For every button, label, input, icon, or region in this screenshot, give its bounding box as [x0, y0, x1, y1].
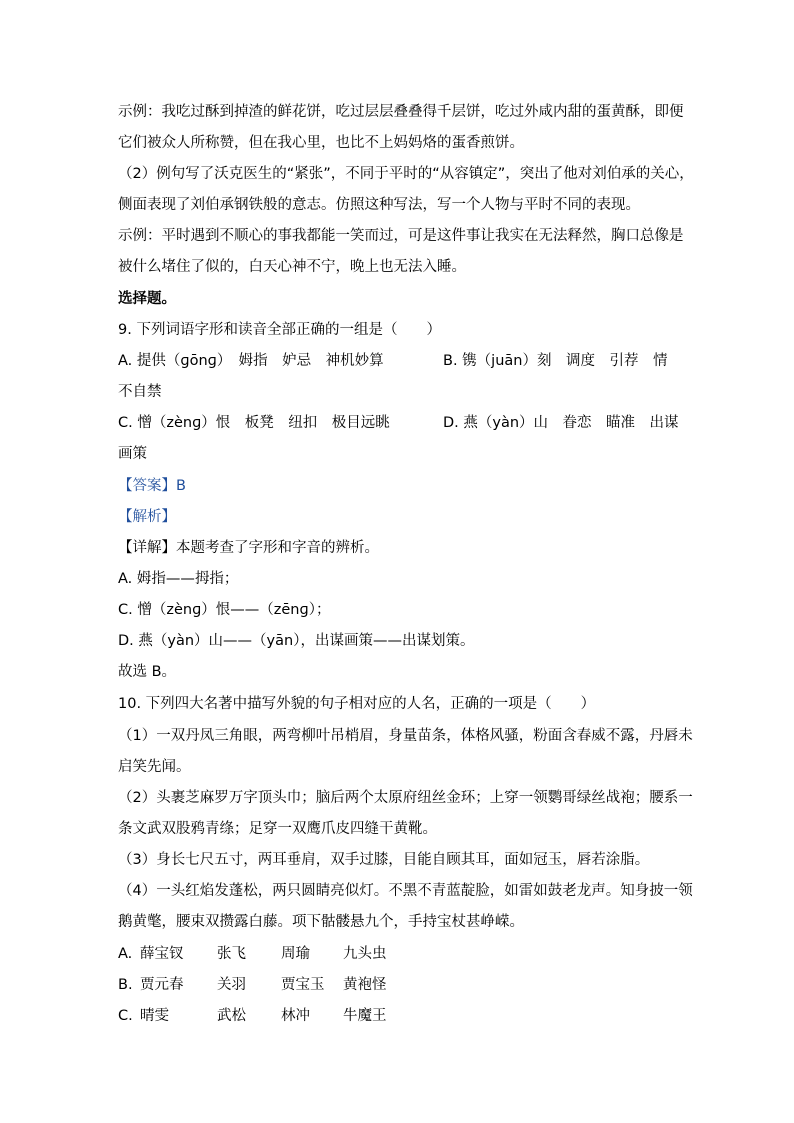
- option-name: 贾宝玉: [281, 977, 325, 993]
- passage-line: （1）一双丹凤三角眼，两弯柳叶吊梢眉，身量苗条，体格风骚，粉面含春威不露，丹唇未: [118, 728, 693, 744]
- analysis-label: 【解析】: [118, 509, 176, 525]
- answer-label: 【答案】B: [118, 478, 186, 494]
- option-b-continued: 不自禁: [118, 384, 162, 400]
- option-d-continued: 画策: [118, 446, 147, 462]
- example-text-line: 示例：我吃过酥到掉渣的鲜花饼，吃过层层叠叠得千层饼，吃过外咸内甜的蛋黄酥，即便: [118, 104, 684, 120]
- example-text-line: 示例：平时遇到不顺心的事我都能一笑而过，可是这件事让我实在无法释然，胸口总像是: [118, 228, 684, 244]
- option-name: 张飞: [217, 946, 246, 962]
- section-title: 选择题。: [118, 291, 176, 307]
- passage-line: （4）一头红焰发蓬松，两只圆睛亮似灯。不黑不青蓝靛脸，如雷如鼓老龙声。知身披一领: [118, 883, 693, 899]
- passage-line: 条文武双股鸦青绦；足穿一双鹰爪皮四缝干黄靴。: [118, 821, 437, 837]
- option-label: C.: [118, 1008, 133, 1024]
- option-name: 武松: [217, 1008, 246, 1024]
- passage-line: 启笑先闻。: [118, 759, 191, 775]
- option-name: 薛宝钗: [140, 946, 184, 962]
- option-name: 贾元春: [140, 977, 184, 993]
- option-name: 关羽: [217, 977, 246, 993]
- question-text-line: 侧面表现了刘伯承钢铁般的意志。仿照这种写法，写一个人物与平时不同的表现。: [118, 197, 640, 213]
- option-a: A. 提供（ɡōnɡ） 姆指 妒忌 神机妙算: [118, 353, 384, 369]
- passage-line: （3）身长七尺五寸，两耳垂肩，双手过膝，目能自顾其耳，面如冠玉，唇若涂脂。: [118, 852, 650, 868]
- example-text-line: 它们被众人所称赞，但在我心里，也比不上妈妈烙的蛋香煎饼。: [118, 135, 524, 151]
- option-label: A.: [118, 946, 133, 962]
- detail-text: 【详解】本题考查了字形和字音的辨析。: [118, 540, 379, 556]
- option-name: 牛魔王: [343, 1008, 387, 1024]
- question-stem: 9. 下列词语字形和读音全部正确的一组是（ ）: [118, 322, 441, 338]
- example-text-line: 被什么堵住了似的，白天心神不宁，晚上也无法入睡。: [118, 259, 466, 275]
- option-label: B.: [118, 977, 133, 993]
- option-name: 黄袍怪: [343, 977, 387, 993]
- correction-a: A. 姆指——拇指；: [118, 571, 239, 587]
- passage-line: 鹅黄氅，腰束双攒露白藤。项下骷髅悬九个，手持宝杖甚峥嵘。: [118, 914, 524, 930]
- question-text-line: （2）例句写了沃克医生的“紧张”，不同于平时的“从容镇定”，突出了他对刘伯承的关心，: [118, 166, 694, 182]
- question-stem: 10. 下列四大名著中描写外貌的句子相对应的人名，正确的一项是（ ）: [118, 696, 596, 712]
- option-name: 林冲: [281, 1008, 310, 1024]
- option-name: 周瑜: [281, 946, 310, 962]
- option-c: C. 憎（zènɡ）恨 板凳 纽扣 极目远眺: [118, 415, 390, 431]
- option-name: 晴雯: [140, 1008, 169, 1024]
- option-b: B. 镌（juān）刻 调度 引荐 情: [443, 353, 668, 369]
- correction-c: C. 憎（zènɡ）恨——（zēnɡ）；: [118, 602, 331, 618]
- conclusion: 故选 B。: [118, 664, 177, 680]
- option-name: 九头虫: [343, 946, 387, 962]
- passage-line: （2）头裹芝麻罗万字顶头巾；脑后两个太原府纽丝金环；上穿一领鹦哥绿丝战袍；腰系一: [118, 790, 693, 806]
- option-d: D. 燕（yàn）山 眷恋 瞄准 出谋: [443, 415, 679, 431]
- correction-d: D. 燕（yàn）山——（yān），出谋画策——出谋划策。: [118, 633, 475, 649]
